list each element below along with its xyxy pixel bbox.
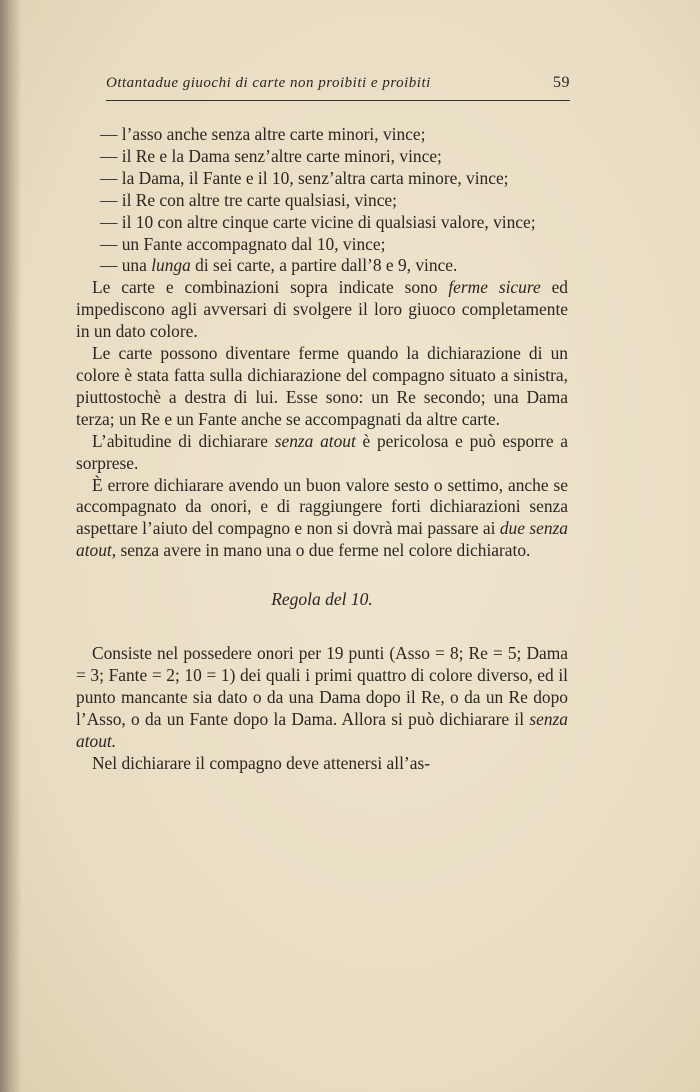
paragraph: Le carte possono diventare ferme quando la dichiarazione di un colore è stata fatta sulla dichiarazione del compagno situato a sinistra, piuttostochè a destra di lui. Esse sono: un Re secondo; una Dama terza; un Re e un Fante anche se accompagnati da altre carte.: [76, 343, 568, 429]
paragraph: [76, 277, 568, 343]
emphasis: senza atout: [274, 430, 356, 451]
text-run: di sei carte, a partire dall’8 e 9, vince.: [190, 255, 458, 276]
paragraph: — il Re con altre tre carte qualsiasi, vince;: [100, 189, 397, 210]
text-run: — una: [100, 255, 152, 276]
body-text: [76, 124, 568, 774]
paragraph: [76, 431, 568, 475]
paragraph: [76, 475, 568, 563]
paragraph: [76, 255, 568, 277]
text-run: Le carte e combinazioni sopra indicate sono: [92, 277, 449, 298]
emphasis: due senza atout: [76, 518, 568, 561]
emphasis: lunga: [151, 255, 191, 276]
section-heading: Regola del 10.: [271, 589, 373, 610]
text-run: , senza avere in mano una o due ferme nel colore dichiarato.: [111, 540, 531, 561]
text-run: L’abitudine di dichiarare: [92, 430, 275, 451]
text-run: È errore dichiarare avendo un buon valore sesto o settimo, anche se accompagnato da onori, e di raggiungere forti dichiarazioni senza aspettare l’aiuto del compagno e non si dovrà mai passare ai: [76, 474, 568, 539]
text-run: è pericolosa e può esporre a sorprese.: [76, 430, 568, 473]
paragraph: — la Dama, il Fante e il 10, senz’altra carta minore, vince;: [100, 167, 509, 188]
page-number: 59: [553, 74, 570, 91]
paragraph: Nel dichiarare il compagno deve attenersi all’as-: [92, 752, 430, 773]
paragraph: — un Fante accompagnato dal 10, vince;: [100, 233, 386, 254]
header-rule: [106, 100, 570, 101]
paragraph: — il Re e la Dama senz’altre carte minori, vince;: [100, 145, 442, 166]
paragraph: — il 10 con altre cinque carte vicine di qualsiasi valore, vince;: [100, 211, 536, 232]
text-run: Consiste nel possedere onori per 19 punti (Asso = 8; Re = 5; Dama = 3; Fante = 2; 10 = 1) dei quali i primi quattro di colore diverso, ed il punto mancante sia dato o da una Dama dopo il Re, o da un Re dopo l’Asso, o da un Fante dopo la Dama. Allora si può dichiarare il: [76, 643, 568, 729]
emphasis: ferme sicure: [448, 277, 541, 298]
running-header: [106, 74, 570, 92]
paragraph: [76, 643, 568, 753]
book-spine-shadow: [0, 0, 22, 1092]
paragraph: — l’asso anche senza altre carte minori, vince;: [100, 124, 426, 144]
text-run: ed impediscono agli avversari di svolgere il loro giuoco completamente in un dato colore.: [76, 277, 568, 342]
emphasis: senza atout.: [76, 708, 568, 751]
running-header-title: Ottantadue giuochi di carte non proibiti e proibiti: [106, 75, 431, 91]
